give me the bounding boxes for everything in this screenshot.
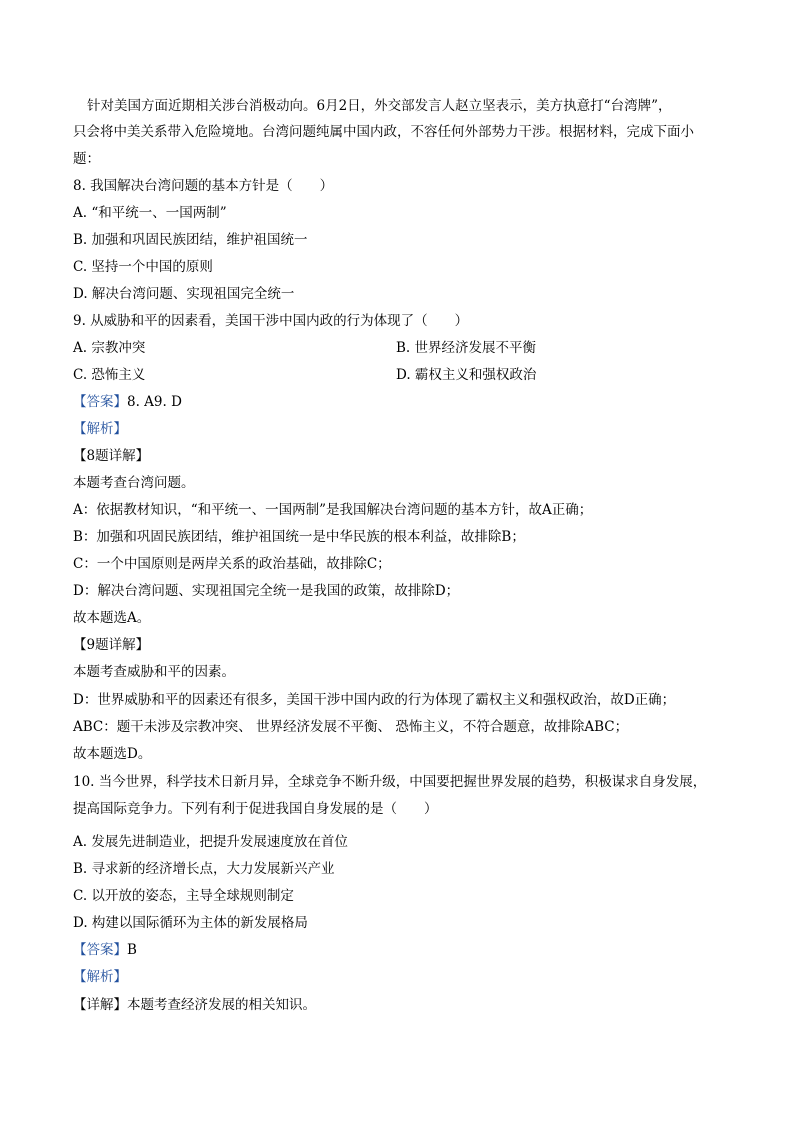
q9-option-c: C. 恐怖主义: [73, 367, 146, 383]
answer-block-2: [73, 940, 137, 960]
answer-tag: 【答案】: [73, 942, 127, 958]
analysis-tag-1: 【解析】: [73, 421, 127, 437]
analysis-tag-2: 【解析】: [73, 969, 127, 985]
question-9-stem: 9. 从威胁和平的因素看，美国干涉中国内政的行为体现了（ ）: [73, 313, 469, 329]
detail-8-tag: 【8题详解】: [73, 448, 150, 464]
intro-line-2: 只会将中美关系带入危险境地。台湾问题纯属中国内政，不容任何外部势力干涉。根据材料，完成下面小: [73, 124, 694, 140]
detail-8-line-1: 本题考查台湾问题。: [73, 475, 195, 491]
answer-block-1: [73, 392, 182, 412]
q8-option-a: A. “和平统一、一国两制”: [73, 205, 227, 221]
q9-option-d: D. 霸权主义和强权政治: [396, 367, 537, 383]
detail-9-line-1: 本题考查威胁和平的因素。: [73, 664, 235, 680]
detail-8-line-2: A：依据教材知识，“和平统一、一国两制”是我国解决台湾问题的基本方针，故A正确；: [73, 502, 593, 518]
q10-option-c: C. 以开放的姿态，主导全球规则制定: [73, 888, 294, 904]
q10-option-d: D. 构建以国际循环为主体的新发展格局: [73, 915, 308, 931]
detail-tag: 【详解】: [73, 997, 127, 1013]
intro-line-1: 针对美国方面近期相关涉台消极动向。6月2日，外交部发言人赵立坚表示，美方执意打“台湾牌”，: [87, 98, 672, 114]
q9-option-a: A. 宗教冲突: [73, 340, 146, 356]
answer-text: 8. A9. D: [127, 394, 182, 410]
q10-option-a: A. 发展先进制造业，把提升发展速度放在首位: [73, 834, 348, 850]
q9-option-b: B. 世界经济发展不平衡: [396, 340, 537, 356]
intro-line-3: 题：: [73, 151, 100, 167]
detail-8-line-5: D：解决台湾问题、实现祖国完全统一是我国的政策，故排除D；: [73, 583, 460, 599]
detail-8-line-3: B：加强和巩固民族团结，维护祖国统一是中华民族的根本利益，故排除B；: [73, 529, 525, 545]
detail-9-tag: 【9题详解】: [73, 637, 150, 653]
question-10-stem-2: 提高国际竞争力。下列有利于促进我国自身发展的是（ ）: [73, 801, 438, 817]
detail-text: 本题考查经济发展的相关知识。: [127, 997, 316, 1013]
question-10-stem-1: 10. 当今世界，科学技术日新月异，全球竞争不断升级，中国要把握世界发展的趋势，积极谋求自身发展，: [73, 774, 707, 790]
detail-9-line-3: ABC：题干未涉及宗教冲突、 世界经济发展不平衡、 恐怖主义，不符合题意，故排除ABC；: [73, 719, 629, 735]
detail-8-line-6: 故本题选A。: [73, 610, 151, 626]
detail-10: [73, 995, 316, 1015]
answer-text: B: [127, 942, 137, 958]
q10-option-b: B. 寻求新的经济增长点，大力发展新兴产业: [73, 861, 335, 877]
answer-tag: 【答案】: [73, 394, 127, 410]
question-8-stem: 8. 我国解决台湾问题的基本方针是（ ）: [73, 178, 334, 194]
q8-option-b: B. 加强和巩固民族团结，维护祖国统一: [73, 232, 308, 248]
detail-8-line-4: C：一个中国原则是两岸关系的政治基础，故排除C；: [73, 556, 391, 572]
q8-option-c: C. 坚持一个中国的原则: [73, 259, 213, 275]
detail-9-line-4: 故本题选D。: [73, 746, 152, 762]
q8-option-d: D. 解决台湾问题、实现祖国完全统一: [73, 286, 295, 302]
detail-9-line-2: D：世界威胁和平的因素还有很多，美国干涉中国内政的行为体现了霸权主义和强权政治，故D正确；: [73, 692, 676, 708]
